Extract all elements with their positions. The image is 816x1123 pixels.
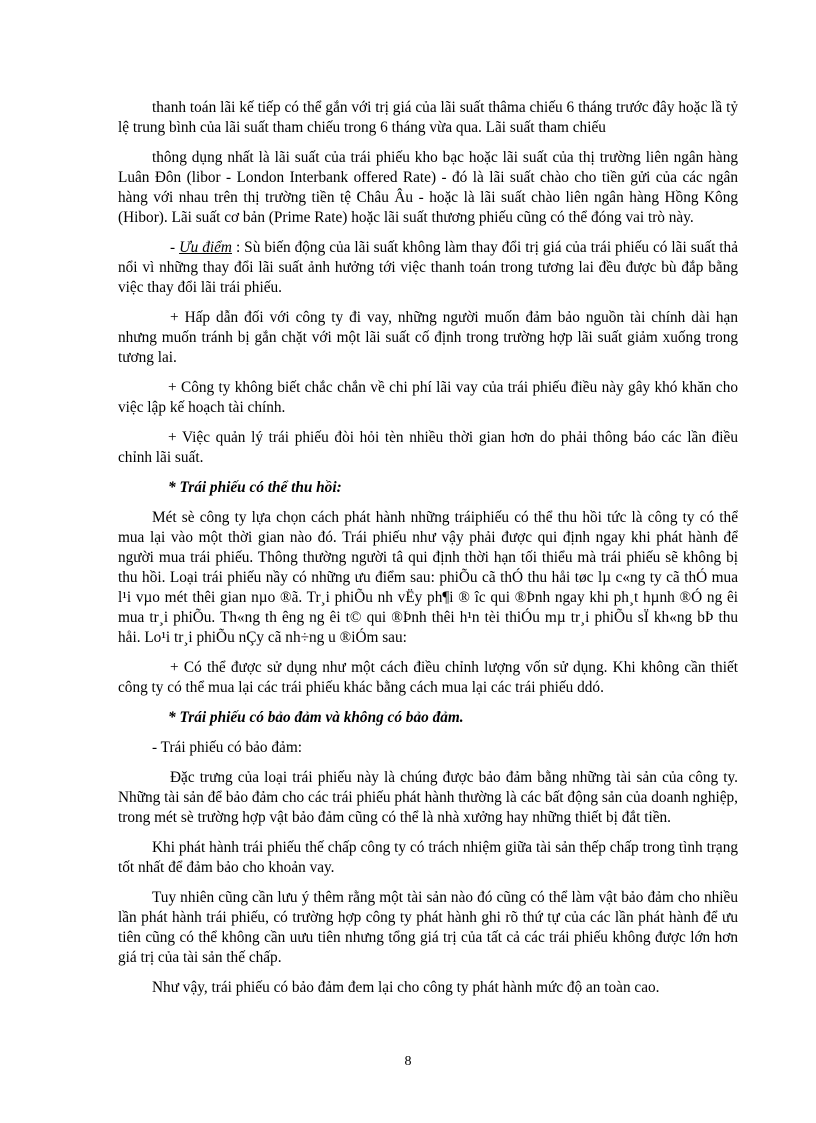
paragraph: + Công ty không biết chắc chắn về chi phí lãi vay của trái phiếu điều này gây khó khăn cho việc lập kế hoạch tài chính. <box>118 379 738 416</box>
dash: - <box>170 239 180 256</box>
paragraph: Như vậy, trái phiếu có bảo đảm đem lại cho công ty phát hành mức độ an toàn cao. <box>152 979 660 996</box>
paragraph <box>118 238 738 298</box>
paragraph: Tuy nhiên cũng cần lưu ý thêm rằng một tài sản nào đó cũng có thể làm vật bảo đảm cho nhiều lần phát hành trái phiếu, có trường hợp công ty phát hành ghi rõ thứ tự của các lần phát hành để ưu tiên cũng có thể không cần uưu tiên nhưng tổng giá trị của tất cả các trái phiếu không được lớn hơn giá trị của tài sản thế chấp. <box>118 889 738 966</box>
paragraph: Khi phát hành trái phiếu thế chấp công ty có trách nhiệm giữa tài sản thếp chấp trong tình trạng tốt nhất để đảm bảo cho khoản vay. <box>118 839 738 876</box>
advantage-label: Ưu điểm <box>179 239 232 256</box>
paragraph: thanh toán lãi kế tiếp có thể gắn với trị giá của lãi suất thâma chiếu 6 tháng trước đây hoặc lầ tỷ lệ trung bình của lãi suất tham chiếu trong 6 tháng vừa qua. Lãi suất tham chiếu <box>118 99 738 136</box>
paragraph: Mét sè công ty lựa chọn cách phát hành những tráiphiếu có thể thu hồi tức là công ty có thể mua lại vào một thời gian nào đó. Trái phiếu như vậy phải được qui định ngay khi phát hành để người mua trái phiếu. Thông thường người tâ qui định thời hạn tối thiểu mà trái phiếu sẽ không bị thu hồi. Loại trái phiếu nầy có những ưu điểm sau: phiÕu cã thÓ thu håi tøc lµ c«ng ty cã thÓ mua l¹i vµo mét thêi gian nµo ®ã. Tr¸i phiÕu nh vËy ph¶i ® îc qui ®Þnh ngay khi ph¸t hµnh ®Ó ng êi mua tr¸i phiÕu. Th«ng th êng ng êi t© qui ®Þnh thêi h¹n tèi thiÓu mµ tr¸i phiÕu sÏ kh«ng bÞ thu håi. Lo¹i tr¸i phiÕu nÇy cã nh÷ng u ®iÓm sau: <box>118 509 738 646</box>
section-heading: * Trái phiếu có bảo đảm và không có bảo đảm. <box>168 709 464 726</box>
paragraph: - Trái phiếu có bảo đảm: <box>152 739 302 756</box>
paragraph: Đặc trưng của loại trái phiếu này là chúng được bảo đảm bằng những tài sản của công ty. Những tài sản để bảo đảm cho các trái phiếu phát hành thường là các bất động sản của doanh nghiệp, trong mét sè trường hợp vật bảo đảm cũng có thể là nhà xưởng hay những thiết bị đắt tiền. <box>118 769 738 826</box>
paragraph-text: : Sù biến động của lãi suất không làm thay đổi trị giá của trái phiếu có lãi suất thả nổi vì những thay đổi lãi suất ảnh hưởng tới việc thanh toán trong tương lai đều được bù đắp bằng việc thay đổi lãi trái phiếu. <box>118 239 738 296</box>
page-number: 8 <box>404 1054 412 1069</box>
document-body <box>118 98 738 1008</box>
paragraph: + Hấp dẫn đối với công ty đi vay, những người muốn đảm bảo nguồn tài chính dài hạn nhưng muốn tránh bị gắn chặt với một lãi suất cố định trong trường hợp lãi suất giảm xuống trong tương lai. <box>118 309 738 366</box>
section-heading: * Trái phiếu có thể thu hồi: <box>168 479 342 496</box>
paragraph: + Việc quản lý trái phiếu đòi hỏi tèn nhiều thời gian hơn do phải thông báo các lần điều chỉnh lãi suất. <box>118 429 738 466</box>
paragraph: + Có thể được sử dụng như một cách điều chỉnh lượng vốn sử dụng. Khi không cần thiết công ty có thể mua lại các trái phiếu khác bằng cách mua lại các trái phiếu ddó. <box>118 659 738 696</box>
paragraph: thông dụng nhất là lãi suất của trái phiếu kho bạc hoặc lãi suất của thị trường liên ngân hàng Luân Đôn (libor - London Interbank offered Rate) - đó là lãi suất chào cho tiền gửi của các ngân hàng với nhau trên thị trường tiền tệ Châu Âu - hoặc là lãi suất chào liên ngân hàng Hồng Kông (Hibor). Lãi suất cơ bản (Prime Rate) hoặc lãi suất thương phiếu cũng có thể đóng vai trò này. <box>118 149 738 226</box>
